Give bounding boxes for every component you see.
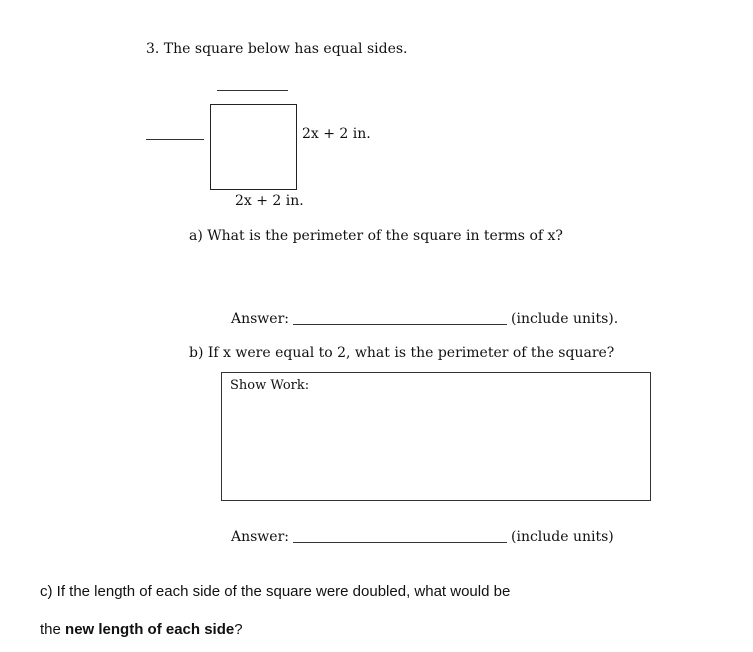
part-a-prompt: a) What is the perimeter of the square in terms of x? (189, 228, 563, 244)
square-figure (210, 104, 297, 190)
show-work-box[interactable] (221, 372, 651, 501)
question-title: 3. The square below has equal sides. (146, 41, 408, 57)
part-b-units-note: (include units) (511, 529, 614, 545)
bottom-side-label: 2x + 2 in. (235, 193, 304, 209)
part-a-units-note: (include units). (511, 311, 619, 327)
part-c-prompt-line1: c) If the length of each side of the square were doubled, what would be (40, 583, 511, 600)
part-b-answer-blank[interactable] (293, 542, 507, 543)
part-b-answer-label: Answer: (231, 529, 289, 545)
part-c-line2-prefix: the (40, 621, 66, 638)
right-side-label: 2x + 2 in. (302, 126, 371, 142)
part-a-answer-blank[interactable] (293, 324, 507, 325)
show-work-label: Show Work: (230, 378, 310, 393)
part-a-answer-label: Answer: (231, 311, 289, 327)
part-c-emphasis: new length of each side (65, 621, 235, 638)
part-b-prompt: b) If x were equal to 2, what is the perimeter of the square? (189, 345, 615, 361)
part-c-line2-suffix: ? (234, 621, 243, 638)
top-side-blank[interactable] (217, 90, 288, 91)
part-c-prompt-line2 (40, 621, 243, 638)
left-side-blank[interactable] (146, 139, 204, 140)
